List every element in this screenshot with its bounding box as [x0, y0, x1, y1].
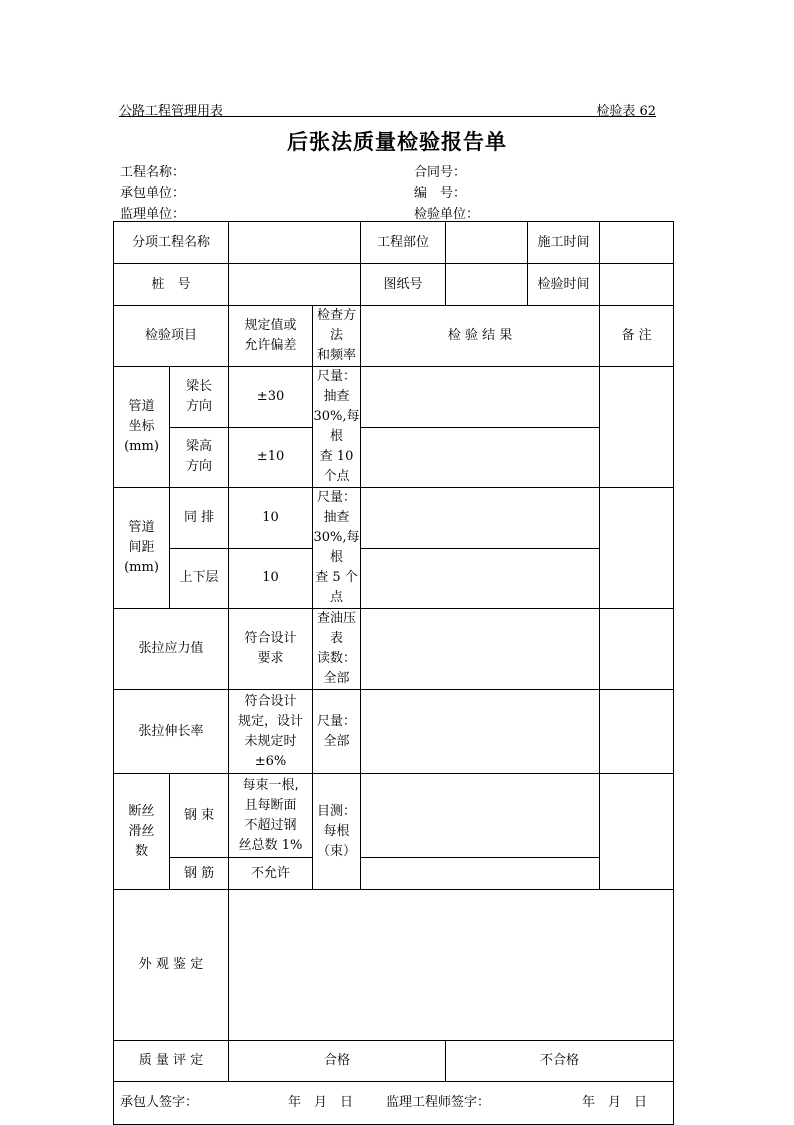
- signature-row: [114, 1082, 674, 1125]
- elongation-label: 张拉伸长率: [114, 690, 229, 774]
- elongation-spec: 符合设计 规定，设计 未规定时 ±6%: [229, 690, 313, 774]
- table-row: [114, 609, 674, 690]
- page-title: 后张法质量检验报告单: [287, 129, 507, 154]
- drawing-no-value[interactable]: [446, 264, 528, 306]
- steel-strand-result[interactable]: [361, 774, 600, 858]
- contractor-label: 承包单位：: [120, 186, 186, 201]
- quality-assessment-label: 质 量 评 定: [114, 1041, 229, 1082]
- table-header-row: [114, 306, 674, 367]
- table-row: [114, 264, 674, 306]
- rebar-label: 钢 筋: [170, 858, 229, 890]
- same-row-result[interactable]: [361, 488, 600, 549]
- duct-coord-label: 管道 坐标 (mm): [114, 367, 170, 488]
- supervisor-label: 监理单位：: [120, 207, 186, 222]
- duct-spacing-method: 尺量：抽查 30%,每根 查 5 个点: [313, 488, 361, 609]
- beam-length-spec: ±30: [229, 367, 313, 428]
- table-row: [114, 858, 674, 890]
- check-time-label: 检验时间: [528, 264, 600, 306]
- upper-lower-layer-spec: 10: [229, 548, 313, 609]
- item-name-label: 分项工程名称: [114, 222, 229, 264]
- table-row: [114, 427, 674, 488]
- same-row-label: 同 排: [170, 488, 229, 549]
- signature-line: [114, 1082, 673, 1124]
- wire-break-label: 断丝 滑丝 数: [114, 774, 170, 890]
- appearance-value[interactable]: [229, 890, 674, 1041]
- table-row: [114, 1041, 674, 1082]
- beam-length-label: 梁长 方向: [170, 367, 229, 428]
- work-part-label: 工程部位: [361, 222, 446, 264]
- elongation-result[interactable]: [361, 690, 600, 774]
- table-row: [114, 890, 674, 1041]
- beam-height-spec: ±10: [229, 427, 313, 488]
- steel-strand-spec: 每束一根, 且每断面 不超过钢 丝总数 1%: [229, 774, 313, 858]
- serial-no-label: 编 号：: [414, 186, 467, 201]
- drawing-no-label: 图纸号: [361, 264, 446, 306]
- header-left: 公路工程管理用表: [119, 104, 224, 119]
- pile-no-value[interactable]: [229, 264, 361, 306]
- quality-pass-option[interactable]: 合格: [229, 1041, 446, 1082]
- beam-height-label: 梁高 方向: [170, 427, 229, 488]
- page-header: [119, 100, 656, 117]
- table-row: [114, 774, 674, 858]
- remark-header: 备 注: [600, 306, 674, 367]
- inspection-item-header: 检验项目: [114, 306, 229, 367]
- construction-time-value[interactable]: [600, 222, 674, 264]
- table-row: [114, 222, 674, 264]
- pile-no-label: 桩 号: [114, 264, 229, 306]
- table-row: [114, 690, 674, 774]
- item-name-value[interactable]: [229, 222, 361, 264]
- rebar-result[interactable]: [361, 858, 600, 890]
- duct-coord-remark[interactable]: [600, 367, 674, 488]
- wire-break-method: 目测：每根 （束）: [313, 774, 361, 890]
- tension-stress-spec: 符合设计 要求: [229, 609, 313, 690]
- steel-strand-label: 钢 束: [170, 774, 229, 858]
- signature-cell[interactable]: [114, 1082, 674, 1125]
- result-header: 检 验 结 果: [361, 306, 600, 367]
- table-row: [114, 488, 674, 549]
- construction-time-label: 施工时间: [528, 222, 600, 264]
- tension-stress-method: 查油压表 读数：全部: [313, 609, 361, 690]
- inspection-unit-label: 检验单位：: [414, 207, 480, 222]
- tension-stress-label: 张拉应力值: [114, 609, 229, 690]
- check-time-value[interactable]: [600, 264, 674, 306]
- contract-no-label: 合同号：: [414, 165, 467, 180]
- elongation-remark[interactable]: [600, 690, 674, 774]
- elongation-method: 尺量：全部: [313, 690, 361, 774]
- engineer-signature-label: 监理工程师签字：: [386, 1095, 491, 1110]
- table-row: [114, 367, 674, 428]
- header-form-number: 检验表 62: [596, 104, 656, 119]
- quality-fail-option[interactable]: 不合格: [446, 1041, 674, 1082]
- tension-stress-result[interactable]: [361, 609, 600, 690]
- beam-height-result[interactable]: [361, 427, 600, 488]
- rebar-spec: 不允许: [229, 858, 313, 890]
- engineer-date: 年 月 日: [582, 1095, 648, 1110]
- duct-spacing-remark[interactable]: [600, 488, 674, 609]
- duct-coord-method: 尺量：抽查 30%,每根 查 10 个点: [313, 367, 361, 488]
- same-row-spec: 10: [229, 488, 313, 549]
- table-row: [114, 548, 674, 609]
- method-header: 检查方法 和频率: [313, 306, 361, 367]
- appearance-label: 外 观 鉴 定: [114, 890, 229, 1041]
- wire-break-remark[interactable]: [600, 774, 674, 890]
- project-name-label: 工程名称：: [120, 165, 186, 180]
- contractor-signature-label: 承包人签字：: [120, 1095, 199, 1110]
- inspection-table: [113, 221, 674, 1125]
- work-part-value[interactable]: [446, 222, 528, 264]
- contractor-date: 年 月 日: [288, 1095, 354, 1110]
- beam-length-result[interactable]: [361, 367, 600, 428]
- upper-lower-layer-label: 上下层: [170, 548, 229, 609]
- tension-stress-remark[interactable]: [600, 609, 674, 690]
- duct-spacing-label: 管道 间距 (mm): [114, 488, 170, 609]
- upper-lower-layer-result[interactable]: [361, 548, 600, 609]
- spec-header: 规定值或 允许偏差: [229, 306, 313, 367]
